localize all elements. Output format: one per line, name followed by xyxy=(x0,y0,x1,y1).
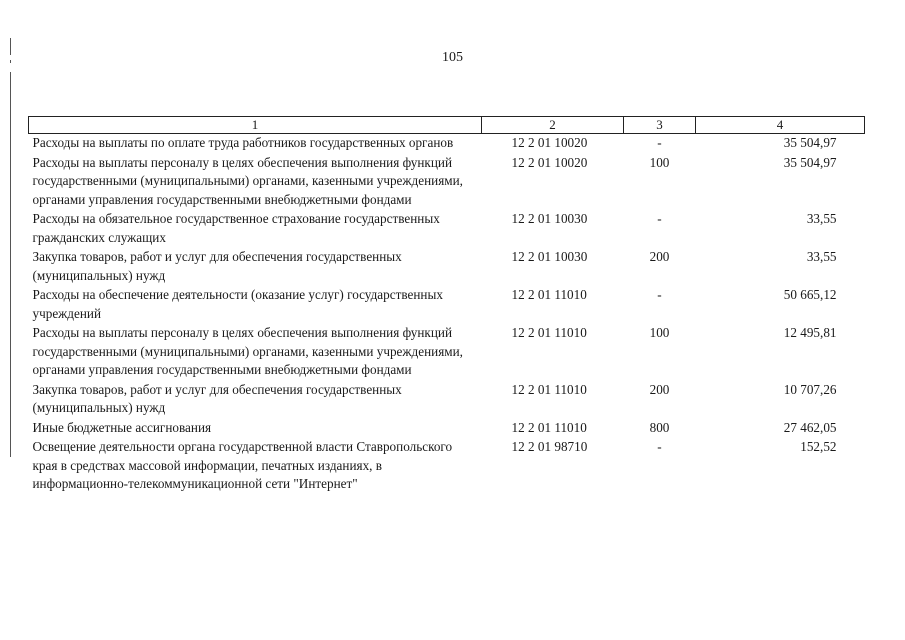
table-row xyxy=(29,324,865,381)
row-code: 12 2 01 11010 xyxy=(511,381,587,397)
table-row xyxy=(29,381,865,419)
row-sum: 152,52 xyxy=(800,439,837,454)
row-sum: 33,55 xyxy=(806,249,837,264)
row-name: Иные бюджетные ассигнования xyxy=(32,419,212,435)
table-row xyxy=(29,134,865,154)
row-sum: 35 504,97 xyxy=(783,135,837,150)
row-code: 12 2 01 98710 xyxy=(511,439,588,454)
row-type: 200 xyxy=(649,249,670,264)
row-code: 12 2 01 11010 xyxy=(511,419,587,435)
row-sum: 33,55 xyxy=(806,211,837,226)
row-sum: 27 462,05 xyxy=(783,419,837,435)
row-type: 100 xyxy=(649,325,670,340)
header-col-4: 4 xyxy=(696,117,865,134)
table-row xyxy=(29,419,865,439)
row-code: 12 2 01 10020 xyxy=(511,135,588,150)
row-name: Расходы на выплаты по оплате труда работников государственных органов xyxy=(32,135,454,150)
row-type: - xyxy=(657,439,662,454)
table-row xyxy=(29,210,865,248)
row-type: 200 xyxy=(649,381,670,397)
row-type: - xyxy=(657,287,662,302)
row-name: Закупка товаров, работ и услуг для обеспечения государственных (муниципальных) нужд xyxy=(32,249,402,283)
page-number: 105 xyxy=(442,50,463,65)
row-name: Освещение деятельности органа государственной власти Ставропольского края в средствах массовой информации, печатных изданиях, в информационно-телекоммуникационной сети "Интернет" xyxy=(32,439,453,491)
header-col-2: 2 xyxy=(482,117,624,134)
table-row xyxy=(29,248,865,286)
row-sum: 50 665,12 xyxy=(783,287,837,302)
header-col-3: 3 xyxy=(624,117,696,134)
budget-table xyxy=(28,116,865,495)
row-name: Расходы на обеспечение деятельности (оказание услуг) государственных учреждений xyxy=(32,287,443,321)
margin-mark-bottom xyxy=(10,72,11,457)
row-sum: 10 707,26 xyxy=(783,381,837,397)
row-code: 12 2 01 10020 xyxy=(511,154,588,170)
table-row xyxy=(29,286,865,324)
row-name: Расходы на выплаты персоналу в целях обеспечения выполнения функций государственными (муниципальными) органами, казенными учреждениями, органами управления государственными внебюджетными фондами xyxy=(32,154,463,207)
row-name: Расходы на обязательное государственное страхование государственных гражданских служащих xyxy=(32,211,440,245)
header-col-1: 1 xyxy=(29,117,482,134)
row-type: - xyxy=(657,211,662,226)
row-sum: 35 504,97 xyxy=(783,154,837,170)
table-row xyxy=(29,438,865,495)
row-name: Расходы на выплаты персоналу в целях обеспечения выполнения функций государственными (муниципальными) органами, казенными учреждениями, органами управления государственными внебюджетными фондами xyxy=(32,325,463,377)
row-code: 12 2 01 10030 xyxy=(511,211,588,226)
row-type: 100 xyxy=(649,154,670,170)
row-type: 800 xyxy=(649,419,670,435)
row-sum: 12 495,81 xyxy=(783,325,837,340)
row-code: 12 2 01 10030 xyxy=(511,249,588,264)
row-code: 12 2 01 11010 xyxy=(511,325,587,340)
row-name: Закупка товаров, работ и услуг для обеспечения государственных (муниципальных) нужд xyxy=(32,381,402,415)
table-row xyxy=(29,154,865,211)
table-header-row xyxy=(29,117,865,134)
row-type: - xyxy=(657,135,662,150)
row-code: 12 2 01 11010 xyxy=(511,287,587,302)
